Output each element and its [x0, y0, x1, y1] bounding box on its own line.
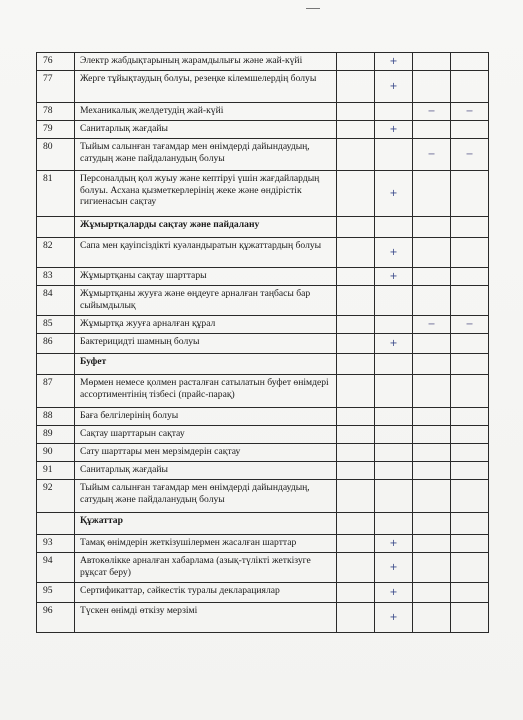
section-row: [37, 217, 489, 238]
row-number: 88: [37, 408, 75, 426]
mark-cell-c3: [413, 444, 451, 462]
mark-cell-c1: [337, 583, 375, 603]
mark-cell-c3: [413, 217, 451, 238]
mark-cell-c4: [451, 535, 489, 553]
row-number: 86: [37, 334, 75, 354]
table-row: [37, 426, 489, 444]
mark-cell-c3: [413, 171, 451, 217]
mark-cell-c4: [451, 334, 489, 354]
row-number: 93: [37, 535, 75, 553]
row-number: 82: [37, 238, 75, 268]
mark-cell-c2: +: [375, 53, 413, 71]
checklist-rows: [37, 53, 489, 633]
row-requirement: Жұмыртқаны сақтау шарттары: [75, 268, 337, 286]
row-requirement: Сертификаттар, сәйкестік туралы декларациялар: [75, 583, 337, 603]
mark-cell-c4: [451, 354, 489, 375]
mark-cell-c1: [337, 426, 375, 444]
section-row: [37, 354, 489, 375]
scan-mark: [306, 8, 320, 9]
table-row: [37, 583, 489, 603]
table-row: [37, 316, 489, 334]
mark-cell-c2: +: [375, 121, 413, 139]
mark-cell-c1: [337, 171, 375, 217]
mark-cell-c2: [375, 139, 413, 171]
row-number: 79: [37, 121, 75, 139]
mark-cell-c4: [451, 286, 489, 316]
table-row: [37, 334, 489, 354]
row-number: 91: [37, 462, 75, 480]
mark-cell-c2: [375, 217, 413, 238]
mark-cell-c1: [337, 354, 375, 375]
row-requirement: Түскен өнімді өткізу мерзімі: [75, 603, 337, 633]
mark-cell-c1: [337, 480, 375, 513]
row-requirement: Бактерицидті шамның болуы: [75, 334, 337, 354]
row-requirement: Тыйым салынған тағамдар мен өнімдерді дайындаудың, сатудың және пайдаланудың болуы: [75, 480, 337, 513]
mark-cell-c4: [451, 217, 489, 238]
mark-cell-c1: [337, 71, 375, 103]
mark-cell-c3: [413, 535, 451, 553]
row-number: 80: [37, 139, 75, 171]
mark-cell-c2: [375, 354, 413, 375]
mark-cell-c4: [451, 238, 489, 268]
row-number: 85: [37, 316, 75, 334]
mark-cell-c4: [451, 480, 489, 513]
mark-cell-c3: [413, 334, 451, 354]
mark-cell-c2: +: [375, 171, 413, 217]
mark-cell-c1: [337, 462, 375, 480]
row-requirement: Автокөлікке арналған хабарлама (азық-түлікті жеткізуге рұқсат беру): [75, 553, 337, 583]
mark-cell-c1: [337, 444, 375, 462]
table-row: [37, 71, 489, 103]
mark-cell-c1: [337, 217, 375, 238]
mark-cell-c1: [337, 238, 375, 268]
row-number: 84: [37, 286, 75, 316]
mark-cell-c3: [413, 513, 451, 535]
mark-cell-c4: [451, 553, 489, 583]
mark-cell-c3: [413, 553, 451, 583]
section-row: [37, 513, 489, 535]
mark-cell-c4: [451, 121, 489, 139]
row-number: 94: [37, 553, 75, 583]
row-requirement: Тамақ өнімдерін жеткізушілермен жасалған шарттар: [75, 535, 337, 553]
mark-cell-c2: +: [375, 603, 413, 633]
mark-cell-c3: [413, 408, 451, 426]
mark-cell-c3: [413, 286, 451, 316]
row-number: 89: [37, 426, 75, 444]
row-requirement: Персоналдың қол жуыу және кептіруі үшін жағдайлардың болуы. Асхана қызметкерлерінің жеке және өндірістік гигиенасын сақтау: [75, 171, 337, 217]
mark-cell-c3: [413, 354, 451, 375]
mark-cell-c4: [451, 603, 489, 633]
mark-cell-c4: [451, 375, 489, 408]
mark-cell-c2: [375, 375, 413, 408]
mark-cell-c4: [451, 268, 489, 286]
mark-cell-c2: +: [375, 535, 413, 553]
section-heading: Жұмыртқаларды сақтау және пайдалану: [75, 217, 337, 238]
row-requirement: Санитарлық жағдайы: [75, 121, 337, 139]
mark-cell-c1: [337, 535, 375, 553]
mark-cell-c4: −: [451, 316, 489, 334]
mark-cell-c4: −: [451, 103, 489, 121]
row-requirement: Мөрмен немесе қолмен расталған сатылатын буфет өнімдері ассортиментінің тізбесі (прайс-парақ): [75, 375, 337, 408]
mark-cell-c1: [337, 286, 375, 316]
row-number: 77: [37, 71, 75, 103]
table-row: [37, 603, 489, 633]
mark-cell-c3: [413, 603, 451, 633]
mark-cell-c2: +: [375, 71, 413, 103]
mark-cell-c3: [413, 268, 451, 286]
mark-cell-c3: [413, 426, 451, 444]
mark-cell-c1: [337, 603, 375, 633]
mark-cell-c1: [337, 513, 375, 535]
table-row: [37, 462, 489, 480]
row-requirement: Жұмыртқа жууға арналған құрал: [75, 316, 337, 334]
mark-cell-c3: −: [413, 103, 451, 121]
mark-cell-c2: +: [375, 268, 413, 286]
section-heading: Буфет: [75, 354, 337, 375]
table-row: [37, 480, 489, 513]
table-row: [37, 139, 489, 171]
row-requirement: Электр жабдықтарының жарамдылығы және жай-күйі: [75, 53, 337, 71]
mark-cell-c4: −: [451, 139, 489, 171]
table-row: [37, 103, 489, 121]
mark-cell-c2: [375, 480, 413, 513]
row-requirement: Сапа мен қауіпсіздікті куәландыратын құжаттардың болуы: [75, 238, 337, 268]
mark-cell-c2: +: [375, 553, 413, 583]
row-number: [37, 354, 75, 375]
mark-cell-c2: [375, 444, 413, 462]
table-row: [37, 375, 489, 408]
table-row: [37, 408, 489, 426]
row-requirement: Жерге тұйықтаудың болуы, резеңке кілемшелердің болуы: [75, 71, 337, 103]
mark-cell-c3: [413, 480, 451, 513]
mark-cell-c4: [451, 53, 489, 71]
mark-cell-c3: [413, 121, 451, 139]
table-row: [37, 53, 489, 71]
mark-cell-c4: [451, 513, 489, 535]
table-row: [37, 268, 489, 286]
mark-cell-c4: [451, 408, 489, 426]
row-number: [37, 513, 75, 535]
mark-cell-c3: −: [413, 139, 451, 171]
mark-cell-c2: [375, 513, 413, 535]
row-number: 76: [37, 53, 75, 71]
row-requirement: Сақтау шарттарын сақтау: [75, 426, 337, 444]
row-requirement: Тыйым салынған тағамдар мен өнімдерді дайындаудың, сатудың және пайдаланудың болуы: [75, 139, 337, 171]
row-number: 90: [37, 444, 75, 462]
mark-cell-c2: [375, 316, 413, 334]
mark-cell-c1: [337, 103, 375, 121]
mark-cell-c2: +: [375, 334, 413, 354]
row-requirement: Сату шарттары мен мерзімдерін сақтау: [75, 444, 337, 462]
mark-cell-c1: [337, 316, 375, 334]
mark-cell-c3: [413, 71, 451, 103]
mark-cell-c2: [375, 426, 413, 444]
mark-cell-c3: [413, 583, 451, 603]
mark-cell-c1: [337, 553, 375, 583]
checklist-table: [36, 52, 489, 633]
row-requirement: Баға белгілерінің болуы: [75, 408, 337, 426]
table-row: [37, 121, 489, 139]
table-row: [37, 286, 489, 316]
mark-cell-c4: [451, 71, 489, 103]
row-number: 81: [37, 171, 75, 217]
row-number: 92: [37, 480, 75, 513]
mark-cell-c3: [413, 238, 451, 268]
mark-cell-c4: [451, 462, 489, 480]
section-heading: Құжаттар: [75, 513, 337, 535]
mark-cell-c4: [451, 171, 489, 217]
table-row: [37, 238, 489, 268]
mark-cell-c3: [413, 462, 451, 480]
table-row: [37, 535, 489, 553]
mark-cell-c1: [337, 334, 375, 354]
row-requirement: Жұмыртқаны жууға және өңдеуге арналған таңбасы бар сыйымдылық: [75, 286, 337, 316]
mark-cell-c2: [375, 103, 413, 121]
mark-cell-c3: −: [413, 316, 451, 334]
row-requirement: Механикалық желдетудің жай-күйі: [75, 103, 337, 121]
mark-cell-c1: [337, 139, 375, 171]
mark-cell-c4: [451, 444, 489, 462]
mark-cell-c1: [337, 268, 375, 286]
mark-cell-c3: [413, 375, 451, 408]
row-number: 95: [37, 583, 75, 603]
mark-cell-c4: [451, 583, 489, 603]
table-row: [37, 444, 489, 462]
row-number: 96: [37, 603, 75, 633]
row-number: 78: [37, 103, 75, 121]
mark-cell-c1: [337, 408, 375, 426]
row-number: 87: [37, 375, 75, 408]
mark-cell-c1: [337, 121, 375, 139]
mark-cell-c1: [337, 53, 375, 71]
mark-cell-c2: +: [375, 583, 413, 603]
row-number: 83: [37, 268, 75, 286]
mark-cell-c2: [375, 286, 413, 316]
mark-cell-c2: [375, 408, 413, 426]
mark-cell-c3: [413, 53, 451, 71]
mark-cell-c4: [451, 426, 489, 444]
row-number: [37, 217, 75, 238]
row-requirement: Санитарлық жағдайы: [75, 462, 337, 480]
mark-cell-c1: [337, 375, 375, 408]
table-row: [37, 171, 489, 217]
table-row: [37, 553, 489, 583]
mark-cell-c2: +: [375, 238, 413, 268]
mark-cell-c2: [375, 462, 413, 480]
